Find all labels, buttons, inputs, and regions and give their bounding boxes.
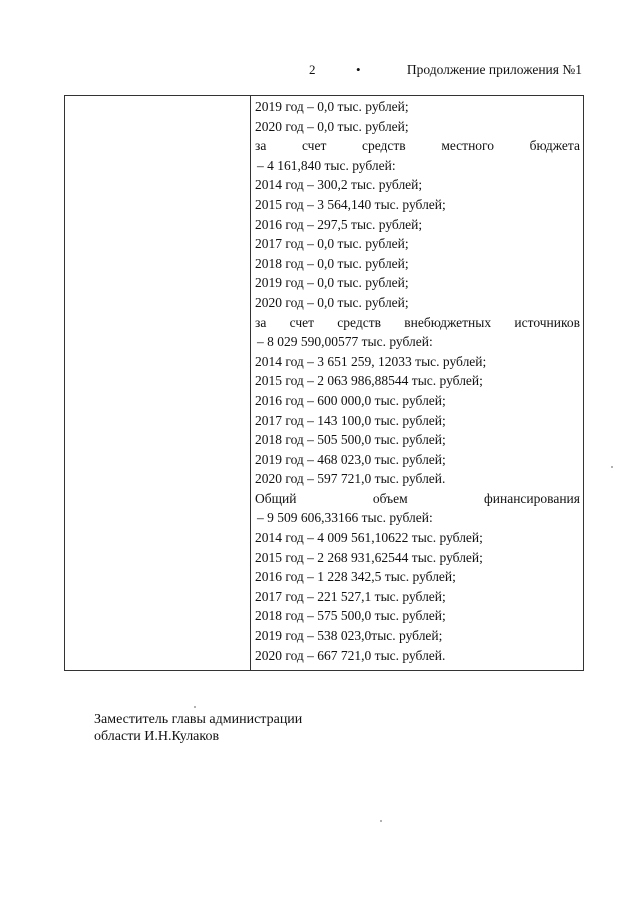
year-line: 2020 год – 667 721,0 тыс. рублей. [255,647,446,663]
year-line: 2016 год – 297,5 тыс. рублей; [255,216,423,232]
heading-word: счет [289,314,315,330]
year-line: 2020 год – 0,0 тыс. рублей; [255,294,409,310]
heading-word: источников [514,314,580,330]
overall-heading [255,489,580,509]
heading-word: за [255,138,267,154]
year-line: 2018 год – 575 500,0 тыс. рублей; [255,608,446,624]
appendix-title: Продолжение приложения №1 [406,62,582,77]
local-budget-heading [255,136,580,156]
year-line: 2015 год – 2 063 986,88544 тыс. рублей; [255,373,483,389]
heading-word: Общий [255,490,297,506]
signature-block [94,711,302,745]
year-line: 2018 год – 505 500,0 тыс. рублей; [255,432,446,448]
year-line: 2015 год – 3 564,140 тыс. рублей; [255,196,446,212]
year-line: 2017 год – 143 100,0 тыс. рублей; [255,412,446,428]
heading-word: за [255,314,267,330]
year-line: 2019 год – 0,0 тыс. рублей; [255,99,409,114]
scan-speck [380,820,382,822]
year-line: 2020 год – 0,0 тыс. рублей; [255,118,409,134]
year-line: 2019 год – 468 023,0 тыс. рублей; [255,451,446,467]
year-line: 2020 год – 597 721,0 тыс. рублей. [255,471,446,487]
page-number: 2 [309,62,316,77]
year-line: 2015 год – 2 268 931,62544 тыс. рублей; [255,549,483,565]
scan-speck [194,706,196,708]
signature-title: Заместитель главы администрации [94,712,303,727]
year-line: 2014 год – 4 009 561,10622 тыс. рублей; [255,530,483,546]
heading-word: бюджета [529,138,580,154]
year-line: 2016 год – 600 000,0 тыс. рублей; [255,392,446,408]
year-line: 2019 год – 0,0 тыс. рублей; [255,275,409,291]
extrabudgetary-total: – 8 029 590,00577 тыс. рублей: [257,334,433,350]
heading-word: местного [441,138,495,154]
year-line: 2014 год – 300,2 тыс. рублей; [255,177,423,193]
year-line: 2018 год – 0,0 тыс. рублей; [255,255,409,271]
table-column-divider [250,95,251,671]
heading-word: средств [337,314,381,330]
heading-word: счет [301,138,327,154]
heading-word: финансирования [484,490,580,506]
extrabudgetary-heading [255,313,580,333]
heading-word: средств [361,138,406,154]
scan-speck [611,466,613,468]
heading-word: объем [372,490,408,506]
year-line: 2017 год – 0,0 тыс. рублей; [255,236,409,252]
signature-name: области И.Н.Кулаков [94,729,220,744]
year-line: 2016 год – 1 228 342,5 тыс. рублей; [255,569,456,585]
header-dot: • [356,62,361,77]
overall-total: – 9 509 606,33166 тыс. рублей: [257,510,433,526]
year-line: 2017 год – 221 527,1 тыс. рублей; [255,588,446,604]
heading-word: внебюджетных [404,314,492,330]
funding-cell [255,97,580,665]
local-budget-total: – 4 161,840 тыс. рублей: [257,157,396,173]
year-line: 2019 год – 538 023,0тыс. рублей; [255,628,443,644]
year-line: 2014 год – 3 651 259, 12033 тыс. рублей; [255,353,487,369]
